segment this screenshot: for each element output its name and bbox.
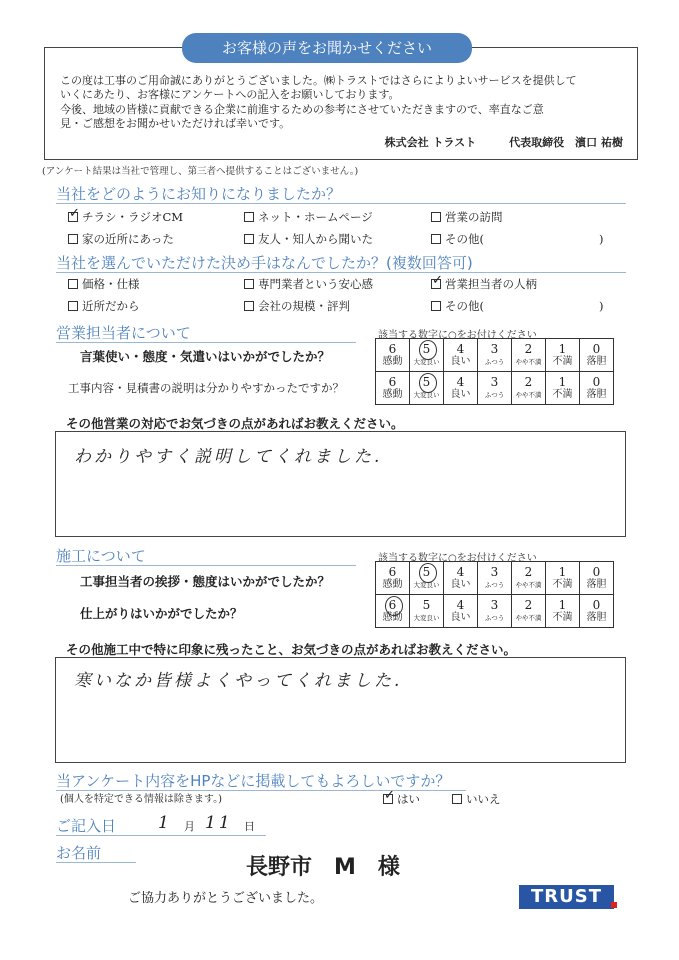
- rating-label: やや不満: [515, 614, 542, 622]
- rating-number: 5: [410, 565, 443, 579]
- rating-label: ふつう: [484, 581, 505, 589]
- rating-number: 6: [376, 598, 409, 612]
- rating-label: 感動: [382, 389, 403, 400]
- intro-line: いくにあたり、お客様にアンケートへの記入をお願いしております。: [60, 88, 400, 101]
- rating-cell[interactable]: [478, 562, 512, 595]
- rating-cell[interactable]: [512, 595, 546, 628]
- rating-number: 5: [410, 342, 443, 356]
- q2-option[interactable]: 近所だから: [68, 298, 140, 314]
- rating-label: やや不満: [515, 581, 542, 589]
- rating-label: 大変良い: [413, 391, 440, 399]
- rating-cell[interactable]: [410, 562, 444, 595]
- rating-instruction: 該当する数字に○をお付けください: [378, 330, 537, 341]
- intro-line: この度は工事のご用命誠にありがとうございました。㈱トラストではさらによりよいサービスを提供して: [60, 74, 577, 87]
- rating-number: 4: [456, 342, 465, 356]
- rating-label: 感動: [382, 356, 403, 367]
- rating-label: 良い: [450, 389, 471, 400]
- month-unit: 月: [184, 820, 195, 833]
- checkbox[interactable]: [431, 234, 441, 244]
- q2-option[interactable]: ✓ 営業担当者の人柄: [431, 276, 537, 292]
- q2-title: 当社を選んでいただけた決め手はなんでしたか？(複数回答可): [56, 254, 473, 272]
- q1-title: 当社をどのようにお知りになりましたか？: [56, 185, 342, 203]
- rating-row: [376, 339, 614, 372]
- q2-option[interactable]: 価格・仕様: [68, 276, 140, 292]
- rating-label: ふつう: [484, 358, 505, 366]
- rating-label: 感動: [382, 612, 403, 623]
- rating-cell[interactable]: [580, 339, 614, 372]
- rating-number: 2: [524, 598, 533, 612]
- rating-cell[interactable]: [512, 339, 546, 372]
- construction-underline: [56, 565, 356, 566]
- q1-option[interactable]: ネット・ホームページ: [244, 209, 373, 225]
- publish-title: 当アンケート内容をHPなどに掲載してもよろしいですか？: [56, 772, 451, 790]
- survey-banner: お客様の声をお聞かせください: [182, 33, 472, 63]
- rating-label: 不満: [552, 612, 573, 623]
- rating-number: 1: [558, 598, 567, 612]
- rating-label: 落胆: [586, 612, 607, 623]
- rating-row: [376, 595, 614, 628]
- checkbox[interactable]: [244, 212, 254, 222]
- company-signature: 株式会社 トラスト 代表取締役 濱口 祐樹: [384, 136, 623, 149]
- checkbox[interactable]: [68, 279, 78, 289]
- rating-cell[interactable]: [376, 595, 410, 628]
- checkbox[interactable]: [244, 234, 254, 244]
- checkbox-checked[interactable]: [68, 212, 78, 222]
- entry-date-label: ご記入日: [56, 817, 117, 835]
- construction-question: 工事担当者の挨拶・態度はいかがでしたか？: [80, 574, 331, 589]
- rating-instruction: 該当する数字に○をお付けください: [378, 553, 537, 564]
- rating-label: 落胆: [586, 356, 607, 367]
- rating-cell[interactable]: [410, 372, 444, 405]
- rating-cell[interactable]: [512, 372, 546, 405]
- q2-option[interactable]: その他( ): [431, 298, 603, 314]
- q2-underline: [56, 272, 626, 273]
- rating-number: 1: [558, 565, 567, 579]
- rating-number: 2: [524, 565, 533, 579]
- name-underline: [56, 862, 136, 863]
- publish-yes-option[interactable]: ✓ はい: [383, 791, 420, 807]
- name-label: お名前: [56, 844, 102, 862]
- publish-note: (個人を特定できる情報は除きます。): [60, 794, 223, 805]
- rating-label: 感動: [382, 579, 403, 590]
- q2-option[interactable]: 専門業者という安心感: [244, 276, 373, 292]
- rating-number: 1: [558, 375, 567, 389]
- construction-comment-box[interactable]: [55, 657, 626, 763]
- checkbox-checked[interactable]: [383, 794, 393, 804]
- rating-label: 不満: [552, 579, 573, 590]
- rating-cell[interactable]: [444, 595, 478, 628]
- rating-number: 6: [388, 342, 397, 356]
- entry-month: 1: [158, 813, 172, 833]
- sales-comment-text: わかりやすく説明してくれました.: [74, 447, 383, 467]
- thanks-message: ご協力ありがとうございました。: [128, 891, 324, 906]
- q1-option[interactable]: 友人・知人から聞いた: [244, 231, 373, 247]
- rating-label: 不満: [552, 389, 573, 400]
- checkbox-checked[interactable]: [431, 279, 441, 289]
- rating-cell[interactable]: [546, 595, 580, 628]
- rating-cell[interactable]: [478, 595, 512, 628]
- intro-line: 見・ご感想をお聞かせいただければ幸いです。: [60, 117, 291, 130]
- q1-option[interactable]: 営業の訪問: [431, 209, 503, 225]
- rating-number: 3: [490, 598, 499, 612]
- checkbox[interactable]: [68, 234, 78, 244]
- sales-section-title: 営業担当者について: [56, 324, 191, 342]
- q1-underline: [56, 203, 626, 204]
- rating-number: 4: [456, 375, 465, 389]
- rating-cell[interactable]: [376, 339, 410, 372]
- checkbox[interactable]: [244, 301, 254, 311]
- q1-option[interactable]: 家の近所にあった: [68, 231, 174, 247]
- rating-number: 4: [456, 598, 465, 612]
- customer-name: 長野市 M 様: [246, 855, 400, 880]
- construction-comment-text: 寒いなか皆様よくやってくれました.: [74, 671, 403, 691]
- rating-row: [376, 562, 614, 595]
- rating-label: 良い: [450, 579, 471, 590]
- rating-label: 良い: [450, 612, 471, 623]
- rating-number: 1: [558, 342, 567, 356]
- rating-label: ふつう: [484, 614, 505, 622]
- rating-cell[interactable]: [580, 372, 614, 405]
- construction-section-title: 施工について: [56, 547, 146, 565]
- rating-row: [376, 372, 614, 405]
- checkbox[interactable]: [431, 212, 441, 222]
- rating-label: やや不満: [515, 391, 542, 399]
- rating-label: 良い: [450, 356, 471, 367]
- rating-number: 0: [592, 375, 601, 389]
- rating-number: 3: [490, 375, 499, 389]
- rating-number: 2: [524, 375, 533, 389]
- sales-question: 工事内容・見積書の説明は分かりやすかったですか？: [68, 381, 344, 395]
- rating-number: 0: [592, 598, 601, 612]
- rating-label: 落胆: [586, 579, 607, 590]
- rating-number: 2: [524, 342, 533, 356]
- rating-cell[interactable]: [546, 372, 580, 405]
- sales-comment-prompt: その他営業の対応でお気づきの点があればお教えください。: [66, 416, 404, 431]
- rating-cell[interactable]: [478, 372, 512, 405]
- rating-number: 0: [592, 342, 601, 356]
- publish-no-option[interactable]: いいえ: [452, 791, 501, 807]
- sales-question: 言葉使い・態度・気遣いはいかがでしたか？: [80, 349, 331, 364]
- trust-logo: TRUST: [519, 885, 614, 909]
- rating-cell[interactable]: [444, 372, 478, 405]
- rating-label: ふつう: [484, 391, 505, 399]
- rating-cell[interactable]: [546, 562, 580, 595]
- rating-number: 6: [388, 375, 397, 389]
- rating-cell[interactable]: [546, 339, 580, 372]
- rating-number: 5: [422, 598, 431, 612]
- sales-underline: [56, 342, 356, 343]
- rating-number: 3: [490, 342, 499, 356]
- rating-label: やや不満: [515, 358, 542, 366]
- rating-cell[interactable]: [478, 339, 512, 372]
- rating-cell[interactable]: [376, 562, 410, 595]
- rating-cell[interactable]: [580, 595, 614, 628]
- checkbox[interactable]: [68, 301, 78, 311]
- sales-comment-box[interactable]: [55, 431, 626, 537]
- checkbox[interactable]: [244, 279, 254, 289]
- rating-label: 大変良い: [413, 358, 440, 366]
- rating-cell[interactable]: [410, 595, 444, 628]
- logo-accent: [611, 902, 617, 908]
- rating-cell[interactable]: [376, 372, 410, 405]
- construction-comment-prompt: その他施工中で特に印象に残ったこと、お気づきの点があればお教えください。: [66, 642, 517, 657]
- q1-option[interactable]: その他( ): [431, 231, 603, 247]
- rating-cell[interactable]: [410, 339, 444, 372]
- rating-number: 6: [388, 565, 397, 579]
- rating-label: 落胆: [586, 389, 607, 400]
- entry-day: 11: [205, 813, 233, 833]
- privacy-note: (アンケート結果は当社で管理し、第三者へ提供することはございません。): [42, 166, 359, 177]
- rating-number: 3: [490, 565, 499, 579]
- rating-number: 5: [410, 375, 443, 389]
- construction-question: 仕上がりはいかがでしたか？: [80, 606, 243, 621]
- construction-rating-table: [375, 561, 614, 628]
- sales-rating-table: [375, 338, 614, 405]
- q2-option[interactable]: 会社の規模・評判: [244, 298, 350, 314]
- entry-date-underline: [56, 835, 266, 836]
- intro-line: 今後、地域の皆様に貢献できる企業に前進するための参考にさせていただきますので、率直なご意: [60, 103, 544, 116]
- rating-number: 4: [456, 565, 465, 579]
- rating-cell[interactable]: [444, 562, 478, 595]
- rating-cell[interactable]: [444, 339, 478, 372]
- rating-number: 0: [592, 565, 601, 579]
- rating-label: 不満: [552, 356, 573, 367]
- rating-label: 大変良い: [413, 614, 440, 622]
- checkbox[interactable]: [452, 794, 462, 804]
- rating-label: 大変良い: [413, 581, 440, 589]
- checkbox[interactable]: [431, 301, 441, 311]
- rating-cell[interactable]: [512, 562, 546, 595]
- rating-cell[interactable]: [580, 562, 614, 595]
- q1-option[interactable]: ✓チラシ・ラジオCM: [68, 209, 183, 225]
- day-unit: 日: [244, 820, 255, 833]
